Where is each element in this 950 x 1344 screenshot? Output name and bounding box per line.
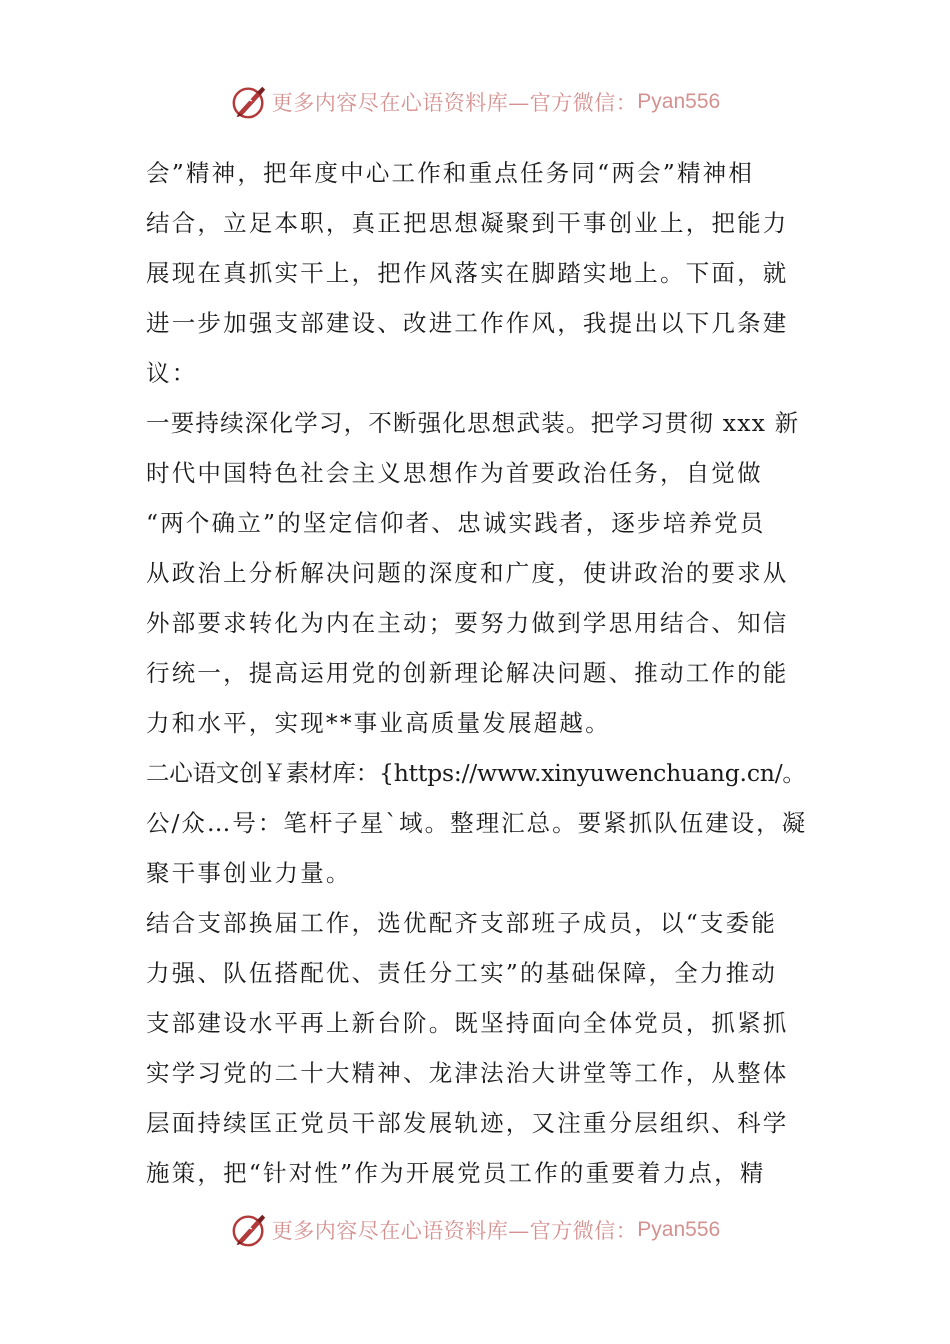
body-line: 从政治上分析解决问题的深度和广度，使讲政治的要求从 <box>146 559 789 587</box>
body-line: 行统一，提高运用党的创新理论解决问题、推动工作的能 <box>146 659 789 687</box>
footer-banner-text: 更多内容尽在心语资料库—官方微信： <box>271 1219 638 1243</box>
body-line: 力和水平，实现**事业高质量发展超越。 <box>146 709 611 737</box>
body-line: 公/众…号：笔杆子星`域。整理汇总。要紧抓队伍建设，凝 <box>146 809 808 837</box>
body-line: 力强、队伍搭配优、责任分工实”的基础保障，全力推动 <box>146 959 778 987</box>
footer-watermark-banner <box>0 1208 950 1252</box>
footer-banner-id: Pyan556 <box>637 1218 721 1241</box>
body-line: 时代中国特色社会主义思想作为首要政治任务，自觉做 <box>146 459 763 487</box>
document-body <box>146 148 806 1198</box>
header-watermark-banner <box>0 80 950 124</box>
header-banner-text: 更多内容尽在心语资料库—官方微信： <box>271 91 638 115</box>
body-line: 结合支部换届工作，选优配齐支部班子成员，以“支委能 <box>146 909 778 937</box>
body-line: 结合，立足本职，真正把思想凝聚到干事创业上，把能力 <box>146 209 789 237</box>
body-line-url: 二心语文创￥素材库：{https://www.xinyuwenchuang.cn/。 <box>146 759 806 787</box>
body-line: 施策，把“针对性”作为开展党员工作的重要着力点，精 <box>146 1159 766 1187</box>
pen-seal-logo-icon <box>230 83 268 121</box>
body-line: 议： <box>146 359 198 387</box>
body-line: 会”精神，把年度中心工作和重点任务同“两会”精神相 <box>146 159 755 187</box>
body-line: 层面持续匡正党员干部发展轨迹，又注重分层组织、科学 <box>146 1109 789 1137</box>
body-line: 进一步加强支部建设、改进工作作风，我提出以下几条建 <box>146 309 789 337</box>
body-line: 实学习党的二十大精神、龙津法治大讲堂等工作，从整体 <box>146 1059 789 1087</box>
body-line: “两个确立”的坚定信仰者、忠诚实践者，逐步培养党员 <box>146 509 766 537</box>
body-line: 支部建设水平再上新台阶。既坚持面向全体党员，抓紧抓 <box>146 1009 789 1037</box>
header-banner-id: Pyan556 <box>637 90 721 113</box>
pen-seal-logo-icon <box>230 1211 268 1249</box>
body-line: 一要持续深化学习，不断强化思想武装。把学习贯彻 xxx 新 <box>146 409 800 437</box>
body-line: 外部要求转化为内在主动；要努力做到学思用结合、知信 <box>146 609 789 637</box>
body-line: 聚干事创业力量。 <box>146 859 352 887</box>
body-line: 展现在真抓实干上，把作风落实在脚踏实地上。下面，就 <box>146 259 789 287</box>
